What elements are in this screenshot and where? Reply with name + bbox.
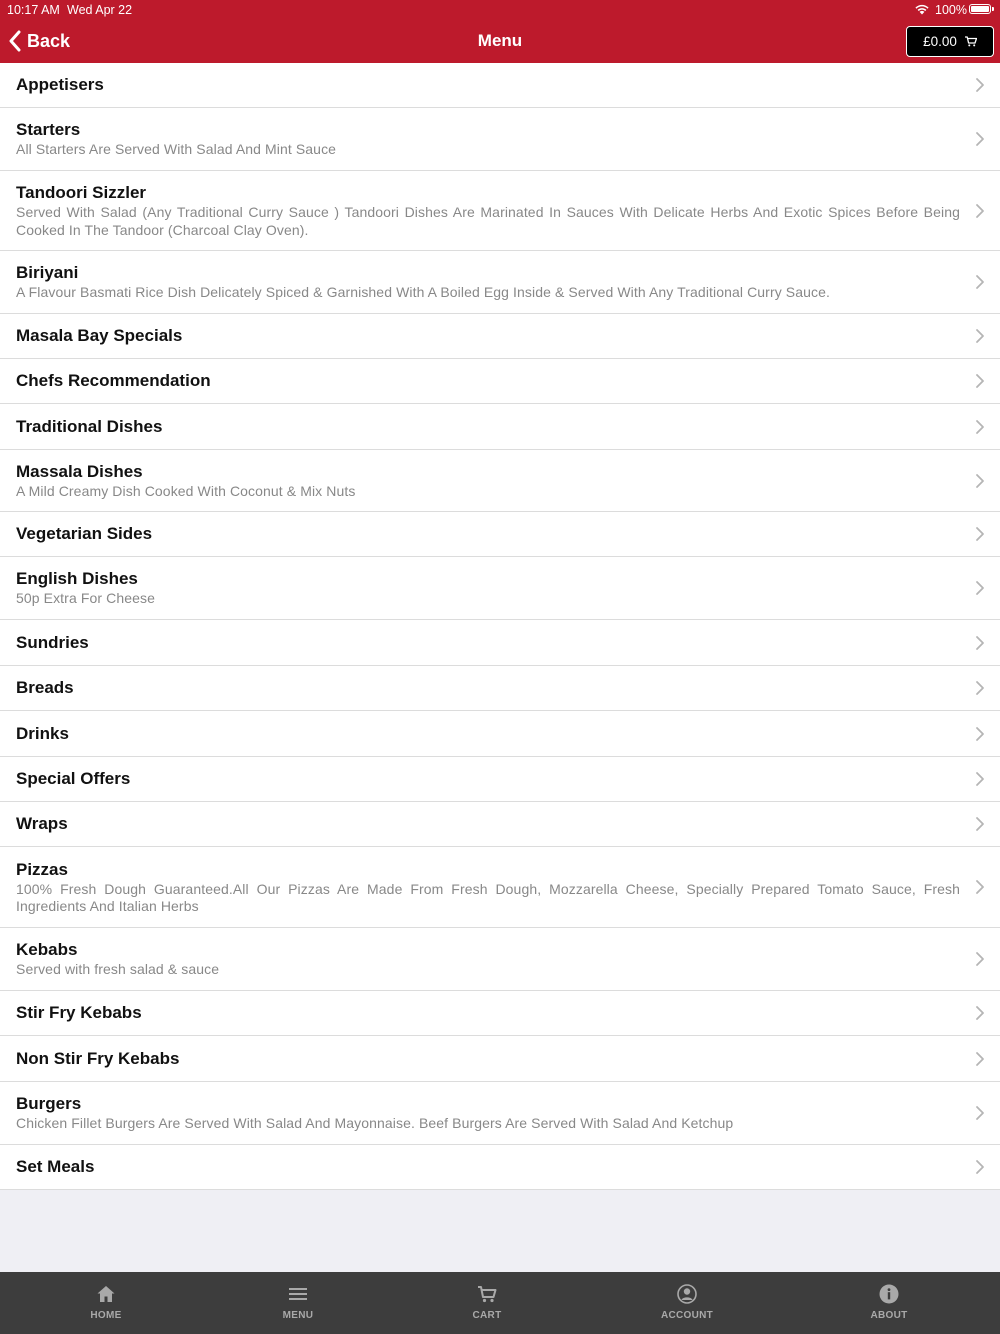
- tab-account[interactable]: [627, 1272, 747, 1334]
- category-title: Chefs Recommendation: [16, 371, 211, 390]
- category-title: Vegetarian Sides: [16, 524, 153, 543]
- category-description: 50p Extra For Cheese: [16, 590, 155, 607]
- category-description: A Mild Creamy Dish Cooked With Coconut & Mix Nuts: [16, 482, 356, 499]
- tab-cart[interactable]: [427, 1272, 547, 1334]
- category-description: Served with fresh salad & sauce: [16, 961, 220, 978]
- chevron-right-icon: [975, 419, 985, 435]
- chevron-right-icon: [975, 1105, 985, 1121]
- wifi-icon: [914, 3, 930, 15]
- category-row[interactable]: [0, 1036, 1000, 1082]
- category-title: Breads: [16, 678, 74, 697]
- category-row[interactable]: [0, 108, 1000, 171]
- category-title: Set Meals: [16, 1157, 95, 1176]
- tab-home[interactable]: [46, 1272, 166, 1334]
- category-row[interactable]: [0, 666, 1000, 711]
- chevron-right-icon: [975, 951, 985, 967]
- category-description: All Starters Are Served With Salad And Mint Sauce: [16, 141, 337, 158]
- tab-account-label: ACCOUNT: [660, 1310, 714, 1321]
- tab-cart-label: CART: [472, 1310, 502, 1321]
- category-description: Served With Salad (Any Traditional Curry Sauce ) Tandoori Dishes Are Marinated In Sauces With Delicate Herbs And Exotic Spices Before Being Cooked In The Tandoor (Charcoal Clay Oven).: [16, 204, 960, 238]
- status-date: Wed Apr 22: [67, 3, 133, 17]
- chevron-right-icon: [975, 131, 985, 147]
- chevron-right-icon: [975, 1005, 985, 1021]
- chevron-right-icon: [975, 1051, 985, 1067]
- home-icon: [96, 1284, 116, 1304]
- chevron-right-icon: [975, 473, 985, 489]
- category-row[interactable]: [0, 1145, 1000, 1190]
- category-title: Starters: [16, 120, 81, 140]
- category-title: Special Offers: [16, 769, 131, 788]
- chevron-right-icon: [975, 816, 985, 832]
- category-row[interactable]: [0, 1082, 1000, 1145]
- category-title: Masala Bay Specials: [16, 326, 183, 345]
- category-row[interactable]: [0, 847, 1000, 928]
- category-row[interactable]: [0, 63, 1000, 108]
- cart-icon: [477, 1284, 497, 1304]
- category-row[interactable]: [0, 757, 1000, 802]
- status-time: 10:17 AM: [7, 3, 60, 17]
- category-list: [0, 63, 1000, 1190]
- tab-home-label: HOME: [90, 1310, 122, 1321]
- category-row[interactable]: [0, 314, 1000, 359]
- category-row[interactable]: [0, 512, 1000, 557]
- chevron-right-icon: [975, 373, 985, 389]
- category-description: A Flavour Basmati Rice Dish Delicately Spiced & Garnished With A Boiled Egg Inside & Served With Any Traditional Curry Sauce.: [16, 284, 830, 301]
- menu-icon: [288, 1284, 308, 1304]
- category-title: Tandoori Sizzler: [16, 183, 147, 202]
- category-description: 100% Fresh Dough Guaranteed.All Our Pizzas Are Made From Fresh Dough, Mozzarella Cheese, Specially Prepared Tomato Sauce, Fresh Ingredients And Italian Herbs: [16, 880, 960, 914]
- category-row[interactable]: [0, 171, 1000, 251]
- tab-about-label: ABOUT: [870, 1310, 908, 1321]
- chevron-right-icon: [975, 526, 985, 542]
- chevron-right-icon: [975, 203, 985, 219]
- info-icon: [879, 1284, 899, 1304]
- chevron-right-icon: [975, 274, 985, 290]
- chevron-right-icon: [975, 1159, 985, 1175]
- category-title: Biriyani: [16, 263, 79, 283]
- category-row[interactable]: [0, 359, 1000, 404]
- chevron-right-icon: [975, 771, 985, 787]
- cart-total-button[interactable]: [906, 26, 994, 57]
- battery-percent: 100%: [935, 3, 967, 17]
- category-title: Wraps: [16, 814, 68, 833]
- category-row[interactable]: [0, 404, 1000, 450]
- category-row[interactable]: [0, 802, 1000, 847]
- category-title: Sundries: [16, 632, 89, 652]
- category-title: Burgers: [16, 1094, 82, 1114]
- battery-icon: [969, 4, 991, 14]
- chevron-right-icon: [975, 680, 985, 696]
- category-title: Drinks: [16, 723, 69, 743]
- tab-bar: [0, 1272, 1000, 1334]
- chevron-right-icon: [975, 635, 985, 651]
- chevron-right-icon: [975, 580, 985, 596]
- status-bar: [0, 0, 1000, 20]
- category-row[interactable]: [0, 620, 1000, 666]
- category-title: Traditional Dishes: [16, 416, 163, 436]
- category-row[interactable]: [0, 711, 1000, 757]
- chevron-right-icon: [975, 879, 985, 895]
- category-row[interactable]: [0, 928, 1000, 991]
- category-row[interactable]: [0, 557, 1000, 620]
- chevron-right-icon: [975, 726, 985, 742]
- page-title: Menu: [477, 31, 523, 50]
- chevron-right-icon: [975, 77, 985, 93]
- category-title: English Dishes: [16, 569, 138, 589]
- category-row[interactable]: [0, 450, 1000, 512]
- cart-total: £0.00: [923, 34, 957, 49]
- tab-menu-label: MENU: [282, 1310, 314, 1321]
- chevron-right-icon: [975, 328, 985, 344]
- category-description: Chicken Fillet Burgers Are Served With Salad And Mayonnaise. Beef Burgers Are Served With Salad And Ketchup: [16, 1115, 734, 1132]
- category-row[interactable]: [0, 991, 1000, 1036]
- tab-about[interactable]: [829, 1272, 949, 1334]
- category-title: Massala Dishes: [16, 461, 143, 481]
- tab-menu[interactable]: [238, 1272, 358, 1334]
- category-row[interactable]: [0, 251, 1000, 314]
- category-title: Appetisers: [16, 75, 104, 94]
- category-title: Kebabs: [16, 940, 78, 960]
- category-title: Pizzas: [16, 859, 68, 879]
- cart-icon: [965, 36, 977, 47]
- category-title: Non Stir Fry Kebabs: [16, 1048, 180, 1068]
- category-title: Stir Fry Kebabs: [16, 1003, 142, 1022]
- account-icon: [677, 1284, 697, 1304]
- back-label: Back: [27, 30, 71, 51]
- navigation-bar: [0, 0, 1000, 63]
